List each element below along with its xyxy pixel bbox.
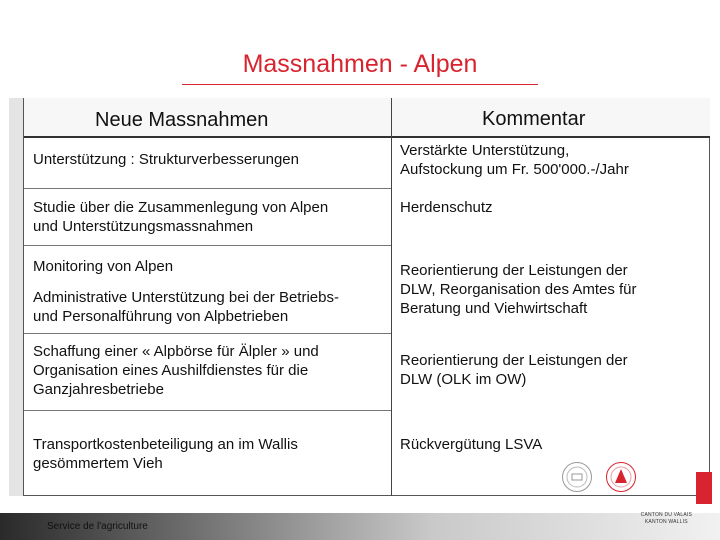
row-1-measure: Unterstützung : Strukturverbesserungen bbox=[33, 151, 299, 168]
row-1-comment: Verstärkte Unterstützung, Aufstockung um Fr. 500'000.-/Jahr bbox=[400, 142, 629, 178]
canton-flag-icon bbox=[696, 472, 712, 504]
row-divider bbox=[24, 333, 391, 334]
row-divider bbox=[24, 245, 391, 246]
row-2-measure: Studie über die Zusammenlegung von Alpen und Unterstützungsmassnahmen bbox=[33, 199, 329, 235]
label-seal-icon bbox=[606, 462, 636, 492]
header-kommentar: Kommentar bbox=[482, 108, 586, 130]
title-underline bbox=[182, 84, 538, 85]
row-3-comment: Reorientierung der Leistungen der DLW, Reorganisation des Amtes für Beratung und Viehwirtschaft bbox=[400, 262, 637, 317]
row-4-measure: Administrative Unterstützung bei der Betriebs- und Personalführung von Alpbetrieben bbox=[33, 289, 339, 325]
slide-title: Massnahmen - Alpen bbox=[242, 50, 478, 78]
row-divider bbox=[24, 410, 391, 411]
row-2-comment: Herdenschutz bbox=[400, 199, 493, 216]
column-divider bbox=[391, 98, 392, 496]
row-3-measure: Monitoring von Alpen bbox=[33, 258, 174, 275]
certification-seal-icon bbox=[562, 462, 592, 492]
footer-service-label: Service de l'agriculture bbox=[47, 521, 148, 532]
canton-brand: CANTON DU VALAIS KANTON WALLIS bbox=[640, 512, 692, 525]
row-divider bbox=[24, 188, 391, 189]
header-neue-massnahmen: Neue Massnahmen bbox=[95, 109, 269, 131]
row-5-measure: Schaffung einer « Alpbörse für Älpler » und Organisation eines Aushilfdienstes für die Ganzjahresbetriebe bbox=[33, 343, 319, 398]
row-6-comment: Rückvergütung LSVA bbox=[400, 436, 543, 453]
row-6-measure: Transportkostenbeteiligung an im Wallis gesömmertem Vieh bbox=[33, 436, 298, 472]
table-left-bar bbox=[9, 98, 24, 496]
row-5-comment: Reorientierung der Leistungen der DLW (OLK im OW) bbox=[400, 352, 628, 388]
